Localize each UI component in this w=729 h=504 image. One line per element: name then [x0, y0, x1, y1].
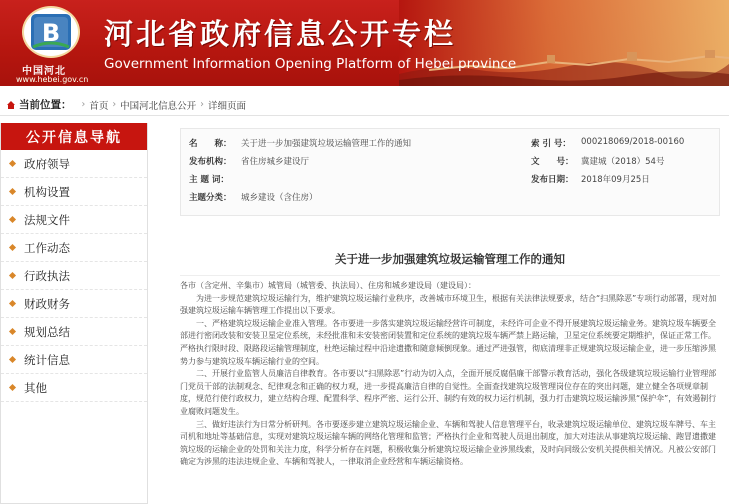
breadcrumb-separator: ›	[81, 99, 86, 110]
bullet-icon	[9, 384, 16, 391]
meta-key-subject: 主 题 词：	[189, 175, 229, 185]
sidebar-item-label: 规划总结	[24, 324, 70, 339]
meta-key-index: 索 引 号：	[531, 139, 571, 149]
meta-row	[181, 155, 721, 171]
sidebar-nav	[0, 123, 148, 504]
logo-text-cn: 中国河北	[22, 66, 66, 77]
sidebar-item-leaders[interactable]	[1, 150, 147, 178]
banner-title-en: Government Information Opening Platform of Hebei province	[104, 56, 517, 72]
meta-row	[181, 191, 721, 207]
sidebar-item-enforcement[interactable]	[1, 262, 147, 290]
meta-value-date: 2018年09月25日	[581, 175, 650, 185]
bullet-icon	[9, 216, 16, 223]
sidebar-item-label: 机构设置	[24, 184, 70, 199]
sidebar-item-planning[interactable]	[1, 318, 147, 346]
main-content	[158, 123, 729, 504]
breadcrumb-link-home[interactable]: 首页	[89, 100, 109, 112]
sidebar-item-finance[interactable]	[1, 290, 147, 318]
meta-key-docno: 文 号：	[531, 157, 574, 167]
sidebar-item-statistics[interactable]	[1, 346, 147, 374]
meta-value-name: 关于进一步加强建筑垃圾运输管理工作的通知	[241, 139, 412, 149]
meta-value-index: 000218069/2018-00160	[581, 137, 685, 147]
document-body	[180, 280, 720, 504]
meta-value-docno: 冀建城（2018）54号	[581, 157, 665, 167]
meta-value-category: 城乡建设（含住房）	[241, 193, 318, 203]
breadcrumb-link-info[interactable]: 中国河北信息公开	[120, 100, 197, 112]
sidebar-item-label: 其他	[24, 380, 47, 395]
sidebar-item-label: 工作动态	[24, 240, 70, 255]
sidebar-item-news[interactable]	[1, 234, 147, 262]
sidebar-item-label: 法规文件	[24, 212, 70, 227]
breadcrumb-separator: ›	[200, 99, 204, 110]
sidebar-item-other[interactable]	[1, 374, 147, 402]
meta-value-org: 省住房城乡建设厅	[241, 157, 310, 167]
logo-url[interactable]: www.hebei.gov.cn	[16, 75, 89, 84]
bullet-icon	[9, 160, 16, 167]
sidebar-item-label: 统计信息	[24, 352, 70, 367]
breadcrumb-current: 详细页面	[207, 100, 246, 112]
document-meta-table	[180, 128, 720, 216]
meta-row	[181, 173, 721, 189]
breadcrumb-label: 当前位置：	[19, 99, 72, 111]
document-paragraph: 为进一步规范建筑垃圾运输行为，维护建筑垃圾运输行业秩序，改善城市环境卫生，根据有关法律法规要求，结合“扫黑除恶”专项行动部署，现对加强建筑垃圾运输车辆管理工作提出以下要求。	[180, 293, 717, 316]
banner-title-cn: 河北省政府信息公开专栏	[104, 17, 457, 51]
breadcrumb	[0, 94, 729, 116]
header-banner	[0, 0, 729, 86]
bullet-icon	[9, 188, 16, 195]
document-paragraph: 一、严格建筑垃圾运输企业准入管理。各市要进一步落实建筑垃圾运输经营许可制度，未经许可企业不得开展建筑垃圾运输业务。建筑垃圾车辆要全部进行密闭改装和安装卫星定位系统，未经批准和未安装密闭装置和定位系统的建筑垃圾车辆严禁上路运输，卫星定位系统要定期维护，保证正常工作。严格执行限时段、限路段运输管理制度，杜绝运输过程中沿途遗撒和随意倾倒现象。通过严进强管，彻底清理非正规建筑垃圾运输企业，进一步压缩涉黑势力参与建筑垃圾车辆运输行业的空间。	[180, 318, 716, 366]
sidebar-item-label: 行政执法	[24, 268, 70, 283]
sidebar-item-regulations[interactable]	[1, 206, 147, 234]
bullet-icon	[9, 244, 16, 251]
meta-key-name: 名 称：	[189, 139, 232, 149]
meta-row	[181, 137, 721, 153]
document-title: 关于进一步加强建筑垃圾运输管理工作的通知	[335, 252, 565, 266]
sidebar-item-label: 政府领导	[24, 156, 70, 171]
bullet-icon	[9, 272, 16, 279]
document-salutation: 各市（含定州、辛集市）城管局（城管委、执法局）、住房和城乡建设局（建设局）：	[180, 281, 476, 290]
meta-key-org: 发布机构：	[189, 157, 232, 167]
bullet-icon	[9, 300, 16, 307]
bullet-icon	[9, 356, 16, 363]
bullet-icon	[9, 328, 16, 335]
meta-key-category: 主题分类：	[189, 193, 232, 203]
emblem-icon	[28, 11, 74, 53]
breadcrumb-separator: ›	[112, 99, 117, 110]
sidebar-item-label: 财政财务	[24, 296, 70, 311]
meta-key-date: 发布日期：	[531, 175, 574, 185]
emblem-letter: B	[41, 19, 61, 47]
sidebar-heading: 公开信息导航	[1, 123, 147, 150]
sidebar-item-organization[interactable]	[1, 178, 147, 206]
document-paragraph: 三、做好违法行为日常分析研判。各市要逐步建立建筑垃圾运输企业、车辆和驾驶人信息管理平台，收录建筑垃圾运输单位、建筑垃圾车牌号、车主司机和地址等基础信息，实现对建筑垃圾运输车辆的网络化管理和监管；严格执行企业和驾驶人员退出制度，加大对违法从事建筑垃圾运输、跑冒遗撒建筑垃圾的运输企业的处罚和关注力度，科学分析存在问题，积极收集分析建筑垃圾运输企业涉黑线索，及时向同级公安机关提供相关情况。凡被公安部门确定为涉黑的违法违规企业、车辆和驾驶人，一律取消企业经营和车辆运输资格。	[180, 419, 716, 467]
hebei-logo-emblem[interactable]	[22, 6, 80, 58]
document-paragraph: 二、开展行业监管人员廉洁自律教育。各市要以“扫黑除恶”行动为切入点，全面开展反腐倡廉干部警示教育活动，强化各级建筑垃圾运输行业管理部门党员干部的法制观念、纪律观念和正确的权力观，进一步提高廉洁自律的自觉性。全面查找建筑垃圾管理岗位存在的突出问题，建立健全各项规章制度，规范行使行政权力，建立结构合理、配置科学、程序严密、运行公开、制约有效的权力运行机制，强力打击建筑垃圾运输涉黑“保护伞”，有效遏制行业腐败问题发生。	[180, 369, 717, 416]
divider	[180, 275, 720, 276]
home-icon	[6, 100, 16, 110]
